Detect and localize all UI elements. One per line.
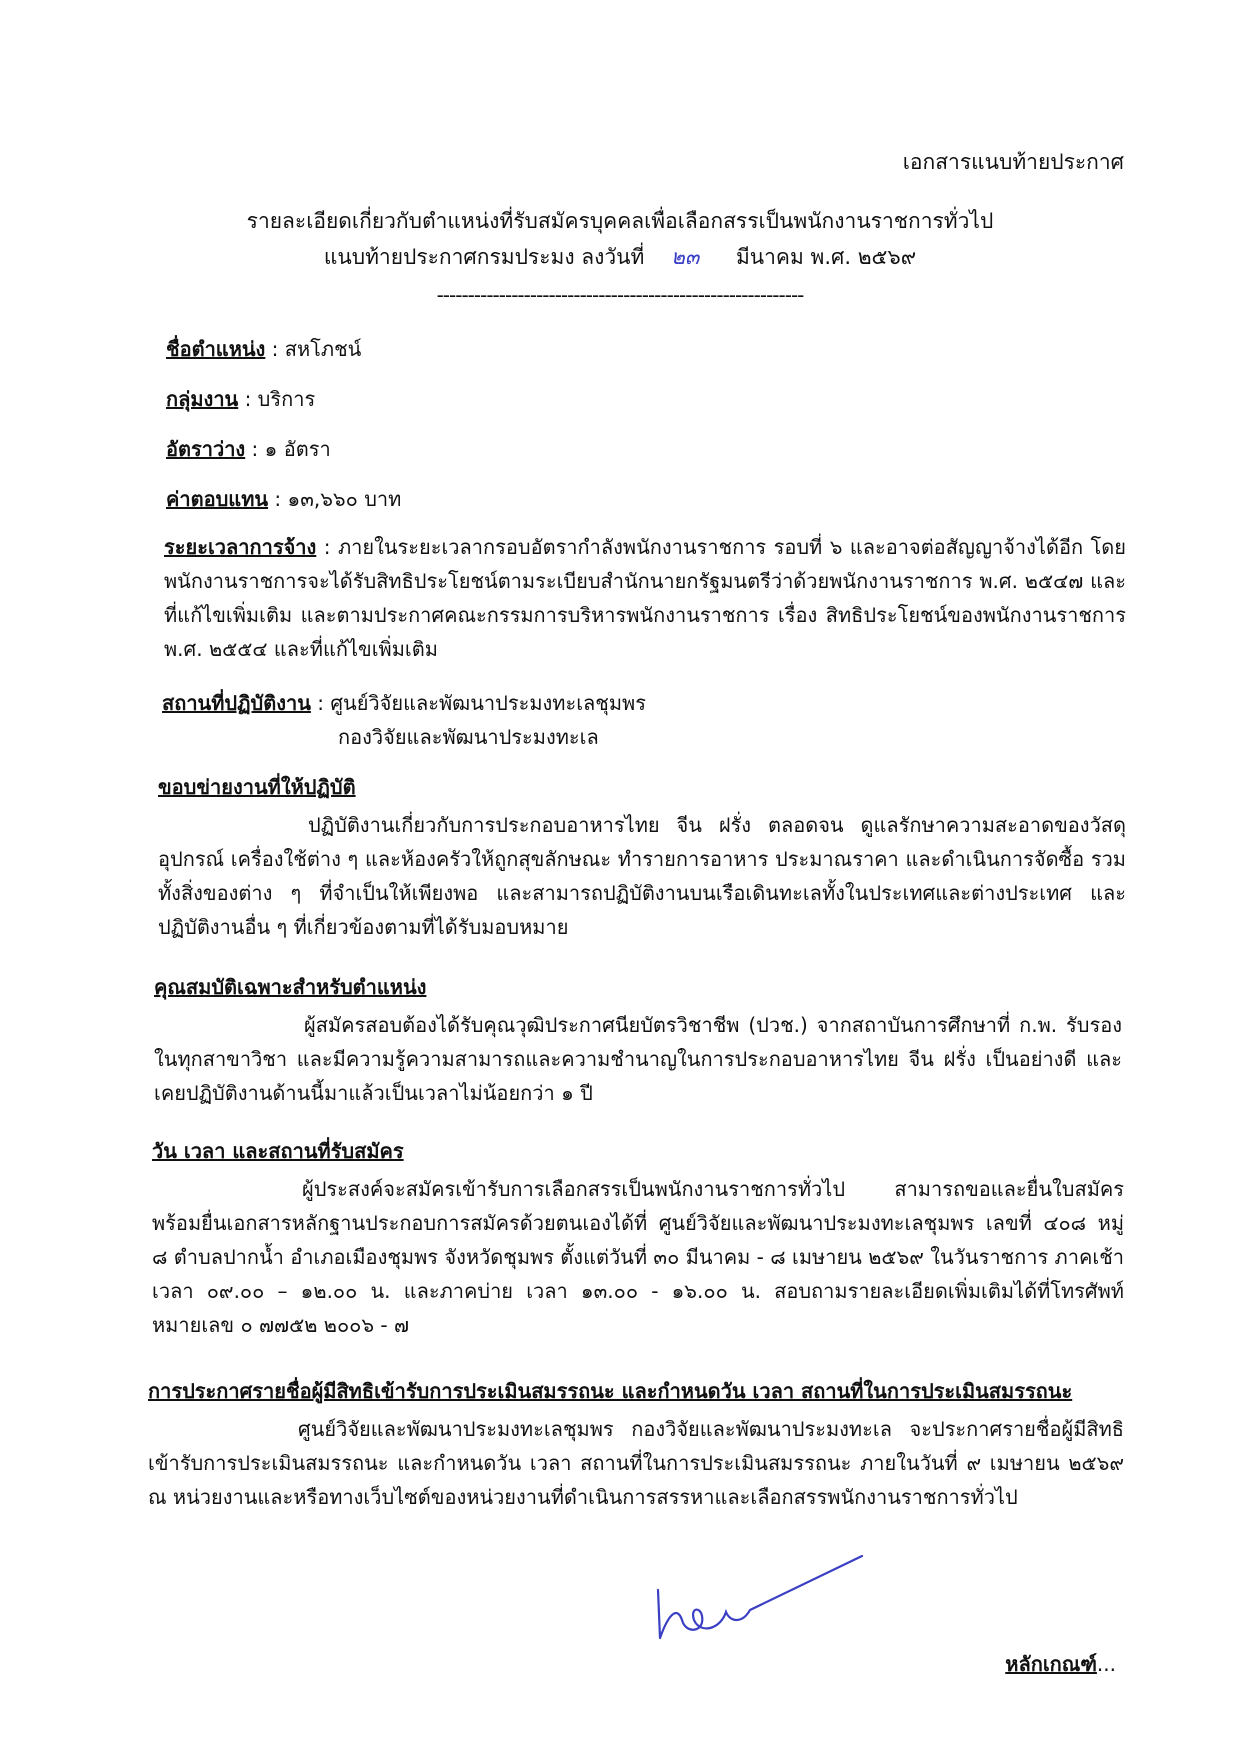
document-title [0,204,1240,274]
location-line-1: : ศูนย์วิจัยและพัฒนาประมงทะเลชุมพร [310,691,646,715]
handwritten-day: ๒๓ [671,245,700,269]
signature-initials [650,1550,870,1645]
ellipsis: ... [1096,1652,1116,1676]
field-value: : สหโภชน์ [265,337,362,361]
position-fields [166,324,1134,524]
title-line-2 [0,240,1240,274]
section-text: ผู้สมัครสอบต้องได้รับคุณวุฒิประกาศนียบัตรวิชาชีพ (ปวช.) จากสถาบันการศึกษาที่ ก.พ. รับรอง ในทุกสาขาวิชา และมีความรู้ความสามารถและความชำนาญในการประกอบอาหารไทย จีน ฝรั่ง เป็นอย่างดี และเคยปฏิบัติงานด้านนี้มาแล้วเป็นเวลาไม่น้อยกว่า ๑ ปี [154,1013,1122,1105]
period-label: ระยะเวลาการจ้าง [164,535,317,559]
section-application [152,1134,1124,1342]
section-heading: คุณสมบัติเฉพาะสำหรับตำแหน่ง [154,975,427,999]
next-page-keyword: หลักเกณฑ์ [1005,1652,1097,1676]
title-line-1: รายละเอียดเกี่ยวกับตำแหน่งที่รับสมัครบุคคลเพื่อเลือกสรรเป็นพนักงานราชการทั่วไป [246,209,994,233]
location-label: สถานที่ปฏิบัติงาน [162,691,311,715]
field-label: อัตราว่าง [166,437,246,461]
header-note: เอกสารแนบท้ายประกาศ [902,150,1124,174]
field-value: : บริการ [238,387,316,411]
footer-continuation [1005,1648,1116,1680]
field-label: กลุ่มงาน [166,387,239,411]
field-value: : ๑๓,๖๖๐ บาท [268,487,402,511]
section-text: ปฏิบัติงานเกี่ยวกับการประกอบอาหารไทย จีน ฝรั่ง ตลอดจน ดูแลรักษาความสะอาดของวัสดุ อุปกรณ์ เครื่องใช้ต่าง ๆ และห้องครัวให้ถูกสุขลักษณะ ทำรายการอาหาร ประมาณราคา และดำเนินการจัดซื้อ รวมทั้งสิ่งของต่าง ๆ ที่จำเป็นให้เพียงพอ และสามารถปฏิบัติงานบนเรือเดินทะเลทั้งในประเทศและต่างประเทศ และปฏิบัติงานอื่น ๆ ที่เกี่ยวข้องตามที่ได้รับมอบหมาย [158,813,1126,939]
section-text: ผู้ประสงค์จะสมัครเข้ารับการเลือกสรรเป็นพนักงานราชการทั่วไป สามารถขอและยื่นใบสมัคร พร้อมยื่นเอกสารหลักฐานประกอบการสมัครด้วยตนเองได้ที่ ศูนย์วิจัยและพัฒนาประมงทะเลชุมพร เลขที่ ๔๐๘ หมู่ ๘ ตำบลปากน้ำ อำเภอเมืองชุมพร จังหวัดชุมพร ตั้งแต่วันที่ ๓๐ มีนาคม - ๘ เมษายน ๒๕๖๙ ในวันราชการ ภาคเช้า เวลา ๐๙.๐๐ – ๑๒.๐๐ น. และภาคบ่าย เวลา ๑๓.๐๐ - ๑๖.๐๐ น. สอบถามรายละเอียดเพิ่มเติมได้ที่โทรศัพท์หมายเลข ๐ ๗๗๕๒ ๒๐๐๖ - ๗ [152,1177,1124,1337]
section-announcement [148,1374,1124,1514]
separator: ----------------------------------------------------------- [436,283,804,307]
field-position-name [166,324,1134,374]
work-location [162,686,1130,754]
title-date-suffix: มีนาคม พ.ศ. ๒๕๖๙ [735,245,917,269]
period-text: : ภายในระยะเวลากรอบอัตรากำลังพนักงานราชการ รอบที่ ๖ และอาจต่อสัญญาจ้างได้อีก โดยพนักงานราชการจะได้รับสิทธิประโยชน์ตามระเบียบสำนักนายกรัฐมนตรีว่าด้วยพนักงานราชการ พ.ศ. ๒๕๔๗ และที่แก้ไขเพิ่มเติม และตามประกาศคณะกรรมการบริหารพนักงานราชการ เรื่อง สิทธิประโยชน์ของพนักงานราชการ พ.ศ. ๒๕๕๔ และที่แก้ไขเพิ่มเติม [164,535,1126,661]
employment-period [164,530,1126,666]
field-label: ชื่อตำแหน่ง [166,337,266,361]
field-label: ค่าตอบแทน [166,487,269,511]
field-compensation [166,474,1134,524]
section-qualifications [154,970,1122,1110]
title-date-prefix: แนบท้ายประกาศกรมประมง ลงวันที่ [323,245,645,269]
field-value: : ๑ อัตรา [245,437,331,461]
section-text: ศูนย์วิจัยและพัฒนาประมงทะเลชุมพร กองวิจัยและพัฒนาประมงทะเล จะประกาศรายชื่อผู้มีสิทธิ เข้ารับการประเมินสมรรถนะ และกำหนดวัน เวลา สถานที่ในการประเมินสมรรถนะ ภายในวันที่ ๙ เมษายน ๒๕๖๙ ณ หน่วยงานและหรือทางเว็บไซต์ของหน่วยงานที่ดำเนินการสรรหาและเลือกสรรพนักงานราชการทั่วไป [148,1417,1124,1509]
field-work-group [166,374,1134,424]
section-scope [158,770,1126,944]
field-vacancies [166,424,1134,474]
section-heading: การประกาศรายชื่อผู้มีสิทธิเข้ารับการประเมินสมรรถนะ และกำหนดวัน เวลา สถานที่ในการประเมินสมรรถนะ [148,1379,1073,1403]
location-line-2: กองวิจัยและพัฒนาประมงทะเล [338,725,599,749]
section-heading: วัน เวลา และสถานที่รับสมัคร [152,1139,404,1163]
section-heading: ขอบข่ายงานที่ให้ปฏิบัติ [158,775,356,799]
